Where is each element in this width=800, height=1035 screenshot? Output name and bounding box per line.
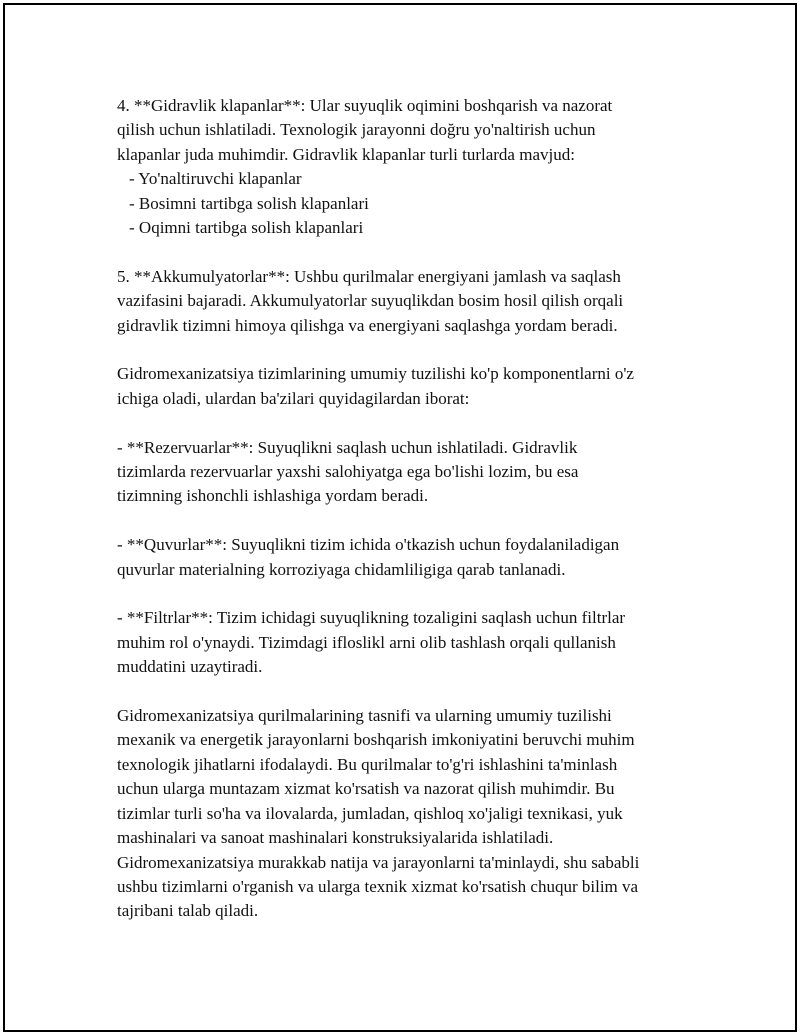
text-line: mashinalari va sanoat mashinalari konstruksiyalarida ishlatiladi. (117, 828, 554, 848)
text-line: tizimlarda rezervuarlar yaxshi salohiyatga ega bo'lishi lozim, bu esa (117, 462, 579, 482)
section-klapanlar (117, 94, 707, 240)
section-rezervuarlar (117, 436, 707, 509)
list-item: - Yo'naltiruvchi klapanlar (129, 169, 302, 189)
text-line: klapanlar juda muhimdir. Gidravlik klapanlar turli turlarda mavjud: (117, 144, 575, 164)
text-line: 5. **Akkumulyatorlar**: Ushbu qurilmalar energiyani jamlash va saqlash (117, 266, 621, 286)
text-line: muhim rol o'ynaydi. Tizimdagi ifloslikl arni olib tashlash orqali qullanish (117, 632, 616, 652)
section-xulosa (117, 704, 707, 924)
text-line: Gidromexanizatsiya tizimlarining umumiy tuzilishi ko'p komponentlarni o'z (117, 364, 634, 384)
list-item: - Bosimni tartibga solish klapanlari (129, 193, 369, 213)
text-line: tajribani talab qiladi. (117, 901, 259, 921)
text-line: vazifasini bajaradi. Akkumulyatorlar suyuqlikdan bosim hosil qilish orqali (117, 291, 624, 311)
text-line: ushbu tizimlarni o'rganish va ularga texnik xizmat ko'rsatish chuqur bilim va (117, 876, 639, 896)
text-line: qilish uchun ishlatiladi. Texnologik jarayonni doğru yo'naltirish uchun (117, 120, 596, 140)
text-line: texnologik jihatlarni ifodalaydi. Bu qurilmalar to'g'ri ishlashini ta'minlash (117, 754, 618, 774)
section-akkumulyatorlar (117, 265, 707, 338)
text-line: - **Quvurlar**: Suyuqlikni tizim ichida o'tkazish uchun foydalaniladigan (117, 535, 620, 555)
text-line: 4. **Gidravlik klapanlar**: Ular suyuqlik oqimini boshqarish va nazorat (117, 96, 613, 115)
text-line: Gidromexanizatsiya murakkab natija va jarayonlarni ta'minlaydi, shu sababli (117, 852, 640, 872)
text-line: - **Rezervuarlar**: Suyuqlikni saqlash uchun ishlatiladi. Gidravlik (117, 437, 578, 457)
document-body (117, 94, 707, 948)
section-filtrlar (117, 606, 707, 679)
text-line: Gidromexanizatsiya qurilmalarining tasnifi va ularning umumiy tuzilishi (117, 706, 612, 726)
text-line: tizimning ishonchli ishlashiga yordam beradi. (117, 486, 429, 506)
text-line: ichiga oladi, ulardan ba'zilari quyidagilardan iborat: (117, 388, 470, 408)
text-line: uchun ularga muntazam xizmat ko'rsatish va nazorat qilish muhimdir. Bu (117, 779, 615, 799)
text-line: muddatini uzaytiradi. (117, 657, 263, 677)
section-quvurlar (117, 533, 707, 582)
text-line: - **Filtrlar**: Tizim ichidagi suyuqlikning tozaligini saqlash uchun filtrlar (117, 608, 626, 628)
text-line: mexanik va energetik jarayonlarni boshqarish imkoniyatini beruvchi muhim (117, 730, 635, 750)
text-line: gidravlik tizimni himoya qilishga va energiyani saqlashga yordam beradi. (117, 315, 618, 335)
section-umumiy-tuzilish (117, 362, 707, 411)
text-line: tizimlar turli so'ha va ilovalarda, jumladan, qishloq xo'jaligi texnikasi, yuk (117, 803, 623, 823)
list-item: - Oqimni tartibga solish klapanlari (129, 218, 364, 238)
text-line: quvurlar materialning korroziyaga chidamliligiga qarab tanlanadi. (117, 559, 566, 579)
